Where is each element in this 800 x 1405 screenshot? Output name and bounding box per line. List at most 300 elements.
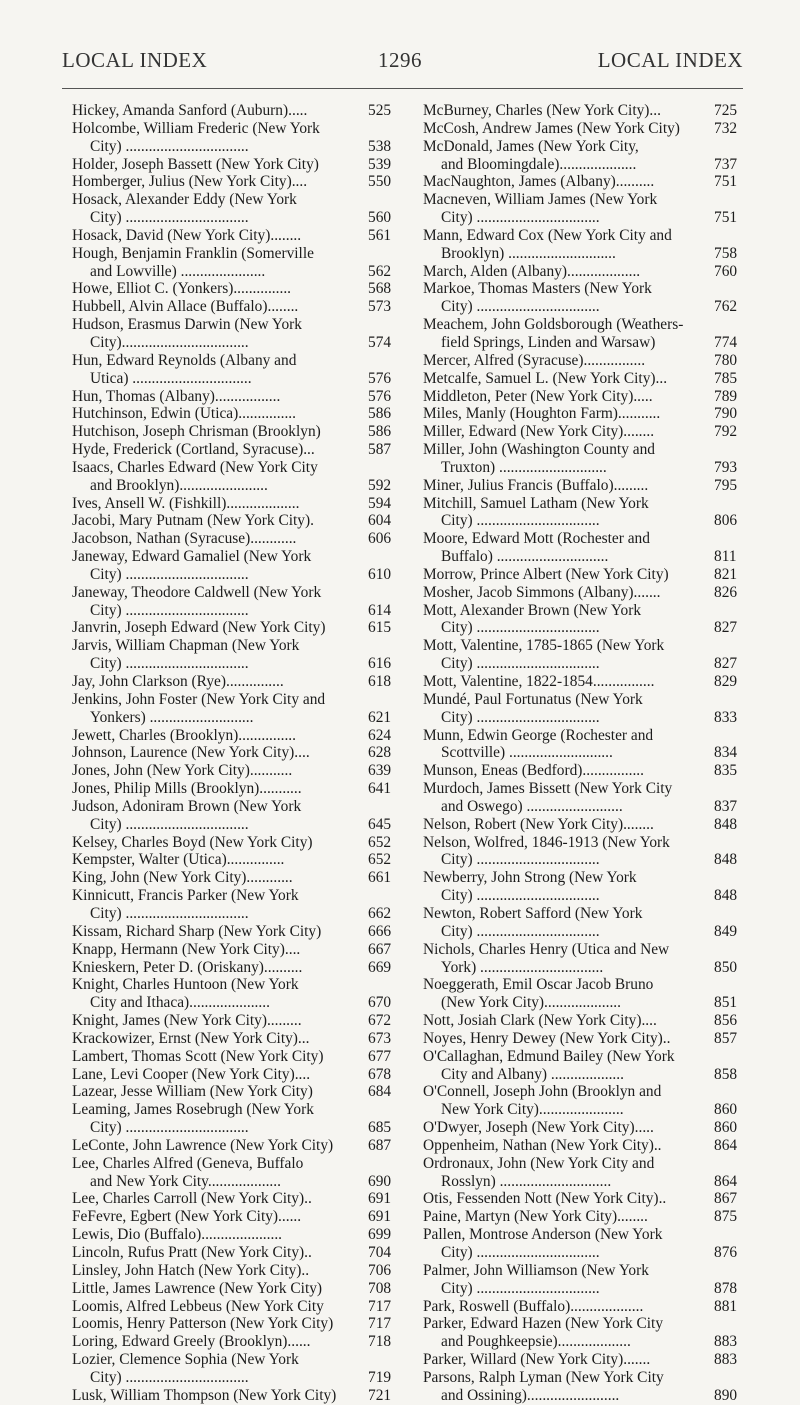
- entry-continuation: (New York City)....................: [441, 994, 621, 1012]
- entry-continuation: City and Albany) ...................: [441, 1065, 624, 1083]
- index-entry: [423, 566, 750, 584]
- entry-name: Mann, Edward Cox (New York City and: [423, 226, 672, 244]
- entry-name: Mitchill, Samuel Latham (New York: [423, 494, 649, 512]
- entry-name: Hun, Thomas (Albany).................: [72, 387, 281, 405]
- index-entry: [72, 1190, 404, 1208]
- entry-name: Kinnicutt, Francis Parker (New York: [72, 887, 299, 905]
- entry-page-number: 751: [714, 173, 738, 191]
- entry-page-number: 587: [368, 441, 392, 459]
- entry-page-number: 856: [714, 1012, 738, 1030]
- index-entry: [423, 388, 750, 406]
- entry-name: Nelson, Wolfred, 1846-1913 (New York: [423, 833, 670, 851]
- entry-name: Little, James Lawrence (New York City): [72, 1279, 323, 1297]
- entry-name: Hutchinson, Edwin (Utica)...............: [72, 405, 296, 423]
- entry-continuation: City) ................................: [441, 887, 600, 905]
- entry-page-number: 835: [714, 762, 738, 780]
- entry-name: Hubbell, Alvin Allace (Buffalo)........: [72, 298, 299, 316]
- entry-name: Jones, Philip Mills (Brooklyn)...........: [72, 780, 302, 798]
- index-entry: [72, 1333, 404, 1351]
- entry-continuation: and Brooklyn).......................: [90, 476, 268, 494]
- entry-page-number: 834: [714, 744, 738, 762]
- entry-page-number: 860: [714, 1101, 738, 1119]
- entry-name: March, Alden (Albany)...................: [423, 262, 641, 280]
- entry-name: Otis, Fessenden Nott (New York City)..: [423, 1190, 667, 1208]
- entry-continuation: City) ................................: [90, 137, 249, 155]
- entry-name: Hutchison, Joseph Chrisman (Brooklyn): [72, 423, 321, 441]
- index-entry: [423, 976, 750, 1012]
- index-entry: [72, 1226, 404, 1244]
- entry-page-number: 624: [368, 726, 392, 744]
- entry-page-number: 574: [368, 333, 392, 351]
- index-entry: [423, 352, 750, 370]
- entry-page-number: 760: [714, 262, 738, 280]
- index-entry: [72, 530, 404, 548]
- entry-name: Noeggerath, Emil Oscar Jacob Bruno: [423, 976, 654, 994]
- entry-page-number: 849: [714, 922, 738, 940]
- entry-name: Jones, John (New York City)...........: [72, 762, 293, 780]
- index-entry: [72, 298, 404, 316]
- entry-continuation: City) ................................: [441, 1279, 600, 1297]
- entry-name: Holcombe, William Frederic (New York: [72, 119, 320, 137]
- index-entry: [72, 834, 404, 852]
- index-entry: [72, 245, 404, 281]
- entry-name: Lewis, Dio (Buffalo).....................: [72, 1226, 283, 1244]
- entry-page-number: 706: [368, 1261, 392, 1279]
- entry-name: Pallen, Montrose Anderson (New York: [423, 1226, 663, 1244]
- entry-page-number: 618: [368, 673, 392, 690]
- entry-name: O'Callaghan, Edmund Bailey (New York: [423, 1047, 675, 1065]
- entry-page-number: 875: [714, 1208, 738, 1226]
- running-head-right: LOCAL INDEX: [597, 48, 743, 72]
- entry-page-number: 615: [368, 619, 392, 637]
- entry-page-number: 670: [368, 994, 392, 1012]
- header-rule: [62, 88, 743, 89]
- index-entry: [72, 1208, 404, 1226]
- index-entry: [72, 959, 404, 977]
- entry-name: Holder, Joseph Bassett (New York City): [72, 155, 319, 173]
- entry-page-number: 789: [714, 387, 738, 405]
- index-entry: [72, 1155, 404, 1191]
- entry-page-number: 684: [368, 1083, 392, 1101]
- entry-page-number: 662: [368, 904, 392, 922]
- index-entry: [72, 316, 404, 352]
- entry-name: Knieskern, Peter D. (Oriskany)..........: [72, 958, 303, 976]
- entry-page-number: 780: [714, 351, 738, 369]
- entry-name: LeConte, John Lawrence (New York City): [72, 1136, 334, 1154]
- entry-page-number: 610: [368, 565, 392, 583]
- index-entry: [72, 584, 404, 620]
- index-entry: [72, 156, 404, 174]
- entry-page-number: 699: [368, 1226, 392, 1244]
- index-entry: [423, 1351, 750, 1369]
- index-entry: [423, 816, 750, 834]
- entry-continuation: Utica) ...............................: [90, 369, 252, 387]
- index-entry: [423, 1298, 750, 1316]
- entry-continuation: and Ossining)........................: [441, 1386, 620, 1404]
- index-entry: [72, 1137, 404, 1155]
- entry-page-number: 691: [368, 1190, 392, 1208]
- entry-page-number: 573: [368, 298, 392, 316]
- entry-name: Miller, Edward (New York City)........: [423, 423, 655, 441]
- entry-name: Meachem, John Goldsborough (Weathers-: [423, 316, 684, 334]
- index-entry: [72, 744, 404, 762]
- index-entry: [72, 780, 404, 798]
- entry-page-number: 792: [714, 423, 738, 441]
- entry-name: Isaacs, Charles Edward (New York City: [72, 458, 318, 476]
- index-entry: [423, 423, 750, 441]
- index-entry: [72, 619, 404, 637]
- index-entry: [423, 941, 750, 977]
- entry-name: Loomis, Henry Patterson (New York City): [72, 1315, 334, 1333]
- index-entry: [72, 495, 404, 513]
- entry-continuation: and Poughkeepsie)...................: [441, 1333, 631, 1351]
- entry-name: Judson, Adoniram Brown (New York: [72, 797, 302, 815]
- entry-name: Janeway, Theodore Caldwell (New York: [72, 583, 322, 601]
- entry-name: Ordronaux, John (New York City and: [423, 1154, 655, 1172]
- entry-page-number: 851: [714, 994, 738, 1012]
- entry-name: Lambert, Thomas Scott (New York City): [72, 1047, 324, 1065]
- entry-page-number: 883: [714, 1333, 738, 1351]
- entry-name: Knapp, Hermann (New York City)....: [72, 940, 301, 958]
- index-entry: [72, 1315, 404, 1333]
- entry-name: Kempster, Walter (Utica)...............: [72, 851, 285, 869]
- entry-name: McBurney, Charles (New York City)...: [423, 102, 661, 119]
- entry-page-number: 737: [714, 155, 738, 173]
- entry-page-number: 785: [714, 369, 738, 387]
- entry-name: Paine, Martyn (New York City)........: [423, 1208, 648, 1226]
- index-entry: [72, 1262, 404, 1280]
- entry-page-number: 641: [368, 780, 392, 798]
- entry-page-number: 883: [714, 1351, 738, 1369]
- index-entry: [72, 512, 404, 530]
- index-entry: [423, 1155, 750, 1191]
- entry-name: Munn, Edwin George (Rochester and: [423, 726, 654, 744]
- entry-name: O'Connell, Joseph John (Brooklyn and: [423, 1083, 662, 1101]
- entry-page-number: 661: [368, 869, 392, 887]
- entry-page-number: 857: [714, 1029, 738, 1047]
- index-entry: [72, 637, 404, 673]
- entry-name: Lazear, Jesse William (New York City): [72, 1083, 313, 1101]
- entry-name: Metcalfe, Samuel L. (New York City)...: [423, 369, 668, 387]
- entry-name: Jacobi, Mary Putnam (New York City).: [72, 512, 314, 530]
- entry-name: Jarvis, William Chapman (New York: [72, 637, 300, 655]
- entry-continuation: City) ................................: [90, 815, 249, 833]
- entry-name: Linsley, John Hatch (New York City)..: [72, 1261, 310, 1279]
- entry-name: King, John (New York City)............: [72, 869, 293, 887]
- entry-continuation: and Oswego) .........................: [441, 797, 623, 815]
- entry-name: Ives, Ansell W. (Fishkill)...................: [72, 494, 300, 512]
- entry-name: Hudson, Erasmus Darwin (New York: [72, 316, 302, 334]
- index-column-left: [72, 102, 404, 1405]
- index-entry: [423, 602, 750, 638]
- entry-page-number: 848: [714, 815, 738, 833]
- entry-page-number: 539: [368, 155, 392, 173]
- index-entry: [423, 1262, 750, 1298]
- entry-continuation: Brooklyn) ............................: [441, 244, 616, 262]
- index-entry: [423, 477, 750, 495]
- index-entry: [72, 923, 404, 941]
- entry-continuation: York) ................................: [441, 958, 604, 976]
- entry-page-number: 827: [714, 655, 738, 673]
- index-entry: [72, 102, 404, 120]
- index-entry: [423, 1208, 750, 1226]
- index-entry: [423, 280, 750, 316]
- entry-page-number: 848: [714, 851, 738, 869]
- entry-name: Mott, Alexander Brown (New York: [423, 601, 642, 619]
- entry-continuation: City) ................................: [441, 619, 600, 637]
- index-entry: [423, 102, 750, 120]
- index-entry: [72, 1012, 404, 1030]
- page-number: 1296: [378, 48, 422, 72]
- index-entry: [423, 869, 750, 905]
- entry-page-number: 652: [368, 851, 392, 869]
- index-entry: [72, 280, 404, 298]
- entry-page-number: 606: [368, 530, 392, 548]
- entry-name: Lane, Levi Cooper (New York City)....: [72, 1065, 311, 1083]
- entry-name: Murdoch, James Bissett (New York City: [423, 780, 673, 798]
- entry-name: Hosack, David (New York City)........: [72, 226, 302, 244]
- index-entry: [423, 120, 750, 138]
- running-head-left: LOCAL INDEX: [62, 48, 208, 72]
- entry-page-number: 690: [368, 1172, 392, 1190]
- entry-name: Parsons, Ralph Lyman (New York City: [423, 1368, 664, 1386]
- entry-page-number: 704: [368, 1244, 392, 1261]
- entry-name: Nott, Josiah Clark (New York City)....: [423, 1012, 657, 1030]
- entry-page-number: 848: [714, 887, 738, 905]
- index-entry: [72, 798, 404, 834]
- entry-page-number: 850: [714, 958, 738, 976]
- entry-continuation: Truxton) ............................: [441, 458, 607, 476]
- entry-page-number: 758: [714, 244, 738, 262]
- entry-name: Lincoln, Rufus Pratt (New York City)..: [72, 1244, 312, 1261]
- entry-page-number: 827: [714, 619, 738, 637]
- entry-name: Leaming, James Rosebrugh (New York: [72, 1101, 314, 1119]
- entry-name: Krackowizer, Ernst (New York City)...: [72, 1029, 310, 1047]
- entry-continuation: City).................................: [90, 333, 249, 351]
- entry-name: Palmer, John Williamson (New York: [423, 1261, 649, 1279]
- entry-page-number: 725: [714, 102, 738, 119]
- entry-name: Mercer, Alfred (Syracuse)................: [423, 351, 646, 369]
- index-entry: [72, 423, 404, 441]
- index-entry: [423, 405, 750, 423]
- entry-page-number: 858: [714, 1065, 738, 1083]
- index-entry: [72, 1083, 404, 1101]
- index-entry: [423, 370, 750, 388]
- entry-page-number: 774: [714, 333, 738, 351]
- entry-page-number: 652: [368, 833, 392, 851]
- entry-name: McDonald, James (New York City,: [423, 137, 639, 155]
- entry-continuation: City) ................................: [441, 708, 600, 726]
- entry-name: Lee, Charles Carroll (New York City)..: [72, 1190, 312, 1208]
- entry-continuation: New York City)......................: [441, 1101, 624, 1119]
- entry-name: Mundé, Paul Fortunatus (New York: [423, 690, 643, 708]
- index-entry: [72, 459, 404, 495]
- entry-page-number: 864: [714, 1172, 738, 1190]
- index-entry: [72, 851, 404, 869]
- entry-name: Oppenheim, Nathan (New York City)..: [423, 1136, 662, 1154]
- entry-page-number: 576: [368, 369, 392, 387]
- entry-page-number: 639: [368, 762, 392, 780]
- entry-page-number: 837: [714, 797, 738, 815]
- entry-page-number: 592: [368, 476, 392, 494]
- entry-name: Parker, Willard (New York City).......: [423, 1351, 651, 1369]
- entry-name: Homberger, Julius (New York City)....: [72, 173, 308, 191]
- entry-page-number: 732: [714, 119, 738, 137]
- entry-name: Nichols, Charles Henry (Utica and New: [423, 940, 670, 958]
- index-entry: [423, 1315, 750, 1351]
- entry-page-number: 550: [368, 173, 392, 191]
- index-entry: [423, 1369, 750, 1405]
- entry-page-number: 576: [368, 387, 392, 405]
- entry-name: FeFevre, Egbert (New York City)......: [72, 1208, 302, 1226]
- index-entry: [72, 441, 404, 459]
- entry-page-number: 616: [368, 655, 392, 673]
- entry-page-number: 881: [714, 1297, 738, 1315]
- entry-name: Munson, Eneas (Bedford)................: [423, 762, 644, 780]
- index-entry: [423, 441, 750, 477]
- entry-page-number: 628: [368, 744, 392, 762]
- entry-page-number: 685: [368, 1119, 392, 1137]
- entry-name: Jacobson, Nathan (Syracuse)............: [72, 530, 297, 548]
- index-entry: [72, 352, 404, 388]
- entry-page-number: 604: [368, 512, 392, 530]
- entry-page-number: 614: [368, 601, 392, 619]
- entry-name: Parker, Edward Hazen (New York City: [423, 1315, 664, 1333]
- index-entry: [423, 263, 750, 281]
- index-entry: [72, 1066, 404, 1084]
- index-entry: [72, 727, 404, 745]
- entry-continuation: Scottville) ...........................: [441, 744, 613, 762]
- entry-name: Loomis, Alfred Lebbeus (New York City: [72, 1297, 324, 1315]
- entry-continuation: City) ................................: [90, 655, 249, 673]
- entry-page-number: 718: [368, 1333, 392, 1351]
- entry-name: Lusk, William Thompson (New York City): [72, 1386, 337, 1404]
- index-entry: [423, 227, 750, 263]
- entry-continuation: City) ................................: [441, 1244, 600, 1261]
- entry-name: Hickey, Amanda Sanford (Auburn).....: [72, 102, 308, 119]
- index-entry: [72, 1244, 404, 1262]
- index-entry: [72, 173, 404, 191]
- entry-name: Park, Roswell (Buffalo)...................: [423, 1297, 644, 1315]
- entry-name: Johnson, Laurence (New York City)....: [72, 744, 310, 762]
- index-entry: [423, 905, 750, 941]
- entry-name: Noyes, Henry Dewey (New York City)..: [423, 1029, 671, 1047]
- index-entry: [72, 887, 404, 923]
- index-entry: [423, 1119, 750, 1137]
- entry-name: Jay, John Clarkson (Rye)...............: [72, 673, 284, 690]
- entry-page-number: 751: [714, 209, 738, 227]
- entry-page-number: 560: [368, 209, 392, 227]
- index-entry: [72, 941, 404, 959]
- entry-name: Jenkins, John Foster (New York City and: [72, 690, 326, 708]
- entry-continuation: City) ................................: [90, 1368, 249, 1386]
- entry-name: Janvrin, Joseph Edward (New York City): [72, 619, 326, 637]
- index-entry: [72, 1351, 404, 1387]
- entry-continuation: City) ................................: [441, 655, 600, 673]
- entry-continuation: and Bloomingdale)....................: [441, 155, 637, 173]
- entry-page-number: 562: [368, 262, 392, 280]
- entry-page-number: 890: [714, 1386, 738, 1404]
- entry-page-number: 691: [368, 1208, 392, 1226]
- entry-continuation: City) ................................: [441, 209, 600, 227]
- index-entry: [423, 780, 750, 816]
- entry-continuation: Buffalo) .............................: [441, 548, 609, 566]
- entry-name: Middleton, Peter (New York City).....: [423, 387, 653, 405]
- index-entry: [423, 834, 750, 870]
- entry-page-number: 860: [714, 1119, 738, 1137]
- entry-page-number: 673: [368, 1029, 392, 1047]
- index-entry: [423, 191, 750, 227]
- entry-page-number: 678: [368, 1065, 392, 1083]
- entry-name: Hun, Edward Reynolds (Albany and: [72, 351, 297, 369]
- entry-page-number: 793: [714, 458, 738, 476]
- index-entry: [423, 138, 750, 174]
- index-entry: [423, 727, 750, 763]
- entry-name: McCosh, Andrew James (New York City): [423, 119, 680, 137]
- index-entry: [423, 1137, 750, 1155]
- entry-page-number: 790: [714, 405, 738, 423]
- entry-name: Nelson, Robert (New York City)........: [423, 815, 654, 833]
- index-entry: [72, 1101, 404, 1137]
- entry-name: Kelsey, Charles Boyd (New York City): [72, 833, 313, 851]
- entry-page-number: 721: [368, 1386, 392, 1404]
- entry-name: Knight, James (New York City).........: [72, 1012, 302, 1030]
- index-entry: [423, 584, 750, 602]
- entry-page-number: 795: [714, 476, 738, 494]
- index-entry: [423, 691, 750, 727]
- index-entry: [423, 1048, 750, 1084]
- entry-name: Jewett, Charles (Brooklyn)...............: [72, 726, 296, 744]
- entry-name: Lee, Charles Alfred (Geneva, Buffalo: [72, 1154, 304, 1172]
- index-entry: [72, 673, 404, 691]
- entry-page-number: 669: [368, 958, 392, 976]
- entry-page-number: 672: [368, 1012, 392, 1030]
- index-entry: [72, 388, 404, 406]
- index-entry: [423, 637, 750, 673]
- index-entry: [72, 691, 404, 727]
- entry-continuation: Yonkers) ...........................: [90, 708, 254, 726]
- entry-page-number: 568: [368, 280, 392, 298]
- index-entry: [423, 1226, 750, 1262]
- entry-page-number: 561: [368, 226, 392, 244]
- entry-page-number: 826: [714, 583, 738, 601]
- entry-continuation: City) ................................: [441, 922, 600, 940]
- entry-continuation: City) ................................: [441, 298, 600, 316]
- index-entry: [72, 120, 404, 156]
- entry-name: Morrow, Prince Albert (New York City): [423, 565, 669, 583]
- entry-page-number: 586: [368, 405, 392, 423]
- entry-name: Markoe, Thomas Masters (New York: [423, 280, 652, 298]
- index-entry: [423, 1012, 750, 1030]
- index-entry: [72, 227, 404, 245]
- index-entry: [423, 173, 750, 191]
- entry-continuation: City) ................................: [441, 512, 600, 530]
- entry-page-number: 677: [368, 1047, 392, 1065]
- entry-page-number: 806: [714, 512, 738, 530]
- entry-page-number: 717: [368, 1315, 392, 1333]
- entry-page-number: 586: [368, 423, 392, 441]
- index-entry: [423, 1083, 750, 1119]
- entry-page-number: 666: [368, 922, 392, 940]
- entry-name: Howe, Elliot C. (Yonkers)...............: [72, 280, 292, 298]
- index-entry: [72, 191, 404, 227]
- index-entry: [423, 495, 750, 531]
- entry-page-number: 876: [714, 1244, 738, 1261]
- index-entry: [72, 548, 404, 584]
- entry-page-number: 762: [714, 298, 738, 316]
- index-entry: [423, 1190, 750, 1208]
- entry-name: Hough, Benjamin Franklin (Somerville: [72, 244, 314, 262]
